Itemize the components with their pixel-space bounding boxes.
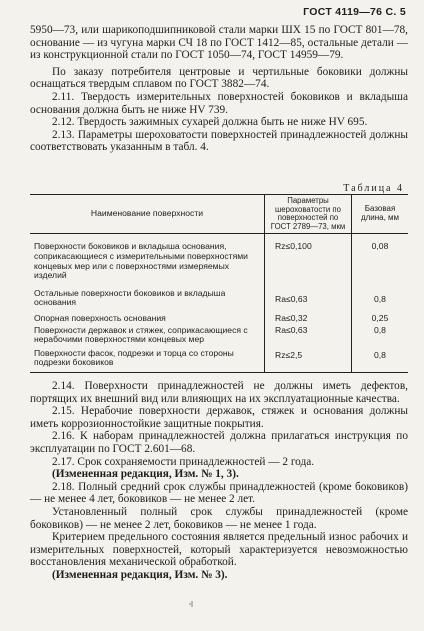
table-cell-param: Rz≤0,100 bbox=[265, 234, 352, 281]
clause-2-18: 2.18. Полный средний срок службы принадлежностей (кроме боковиков) — не менее 4 лет, боковиков — не менее 2 лет. bbox=[30, 480, 408, 506]
paragraph-order: По заказу потребителя центровые и чертильные боковики должны оснащаться твердым сплавом по ГОСТ 3882—74. bbox=[30, 65, 408, 91]
clause-2-11: 2.11. Твердость измерительных поверхностей боковиков и вкладыша основания должна быть не ниже HV 739. bbox=[30, 90, 408, 116]
table-cell-base: 0,8 bbox=[352, 324, 409, 345]
paragraph-criteria: Критерием предельного состояния является предельный износ рабочих и измерительных поверхностей, который характеризуется невозможностью восстановления механической обработкой. bbox=[30, 531, 408, 569]
table-row bbox=[30, 345, 408, 373]
paragraph-service-life: Установленный полный срок службы принадлежностей (кроме боковиков) — не менее 2 лет, боковиков — не менее 1 года. bbox=[30, 505, 408, 531]
table-header-param: Параметры шероховатости по поверхностей по ГОСТ 2789—73, мкм bbox=[265, 195, 352, 234]
text-block-bottom bbox=[30, 380, 408, 582]
table-header-base: Базовая длина, мм bbox=[352, 195, 409, 234]
table-cell-base: 0,25 bbox=[352, 308, 409, 324]
table-cell-param: Rz≤2,5 bbox=[265, 345, 352, 373]
roughness-table bbox=[30, 194, 408, 373]
table-cell-base: 0,08 bbox=[352, 234, 409, 281]
table-row bbox=[30, 234, 408, 281]
amendment-note: (Измененная редакция, Изм. № 1, 3). bbox=[52, 468, 239, 481]
clause-2-14: 2.14. Поверхности принадлежностей не должны иметь дефектов, портящих их внешний вид или влияющих на их эксплуатационные качества. bbox=[30, 380, 408, 405]
table-row bbox=[30, 308, 408, 324]
table-row bbox=[30, 281, 408, 308]
amendment-note: (Измененная редакция, Изм. № 3). bbox=[52, 568, 228, 581]
table-title: Таблица 4 bbox=[343, 183, 404, 194]
text-block-top bbox=[30, 24, 408, 154]
clause-2-13: 2.13. Параметры шероховатости поверхностей принадлежностей должны соответствовать указанным в табл. 4. bbox=[30, 128, 408, 154]
clause-2-16: 2.16. К наборам принадлежностей должна прилагаться инструкция по эксплуатации по ГОСТ 2.601—68. bbox=[30, 430, 408, 455]
table-cell-surface: Поверхности фасок, подрезки и торца со стороны подрезки боковиков bbox=[30, 345, 265, 373]
clause-2-12: 2.12. Твердость зажимных сухарей должна быть не ниже HV 695. bbox=[52, 116, 368, 129]
print-mark bbox=[188, 600, 196, 608]
clause-2-15: 2.15. Нерабочие поверхности державок, стяжек и основания должны иметь коррозионностойкие защитные покрытия. bbox=[30, 405, 408, 430]
table-cell-param: Ra≤0,32 bbox=[265, 308, 352, 324]
table-cell-surface: Опорная поверхность основания bbox=[34, 312, 166, 323]
page-header: ГОСТ 4119—76 С. 5 bbox=[303, 6, 406, 18]
table-cell-surface: Остальные поверхности боковиков и вкладыша основания bbox=[34, 287, 226, 308]
table-cell-surface: Поверхности державок и стяжек, соприкасающиеся с нерабочими поверхностями концевых мер bbox=[34, 324, 248, 345]
table-cell-base: 0,8 bbox=[352, 281, 409, 308]
table-cell-param: Ra≤0,63 bbox=[265, 324, 352, 345]
paragraph-materials: 5950—73, или шарикоподшипниковой стали марки ШХ 15 по ГОСТ 801—78, основание — из чугуна марки СЧ 18 по ГОСТ 1412—85, остальные детали — из конструкционной стали по ГОСТ 1050—74, ГОСТ 14959—79. bbox=[30, 24, 408, 62]
table-header-row bbox=[30, 195, 408, 234]
table-header-surface: Наименование поверхности bbox=[30, 195, 265, 234]
table-cell-base: 0,8 bbox=[352, 345, 409, 373]
clause-2-17: 2.17. Срок сохраняемости принадлежностей — 2 года. bbox=[52, 455, 315, 468]
table-row bbox=[30, 324, 408, 345]
table-cell-param: Ra≤0,63 bbox=[265, 281, 352, 308]
table-cell-surface: Поверхности боковиков и вкладыша основания, соприкасающиеся с измерительными поверхностями концевых мер или с поверхностями измеряемых изделий bbox=[34, 241, 248, 281]
